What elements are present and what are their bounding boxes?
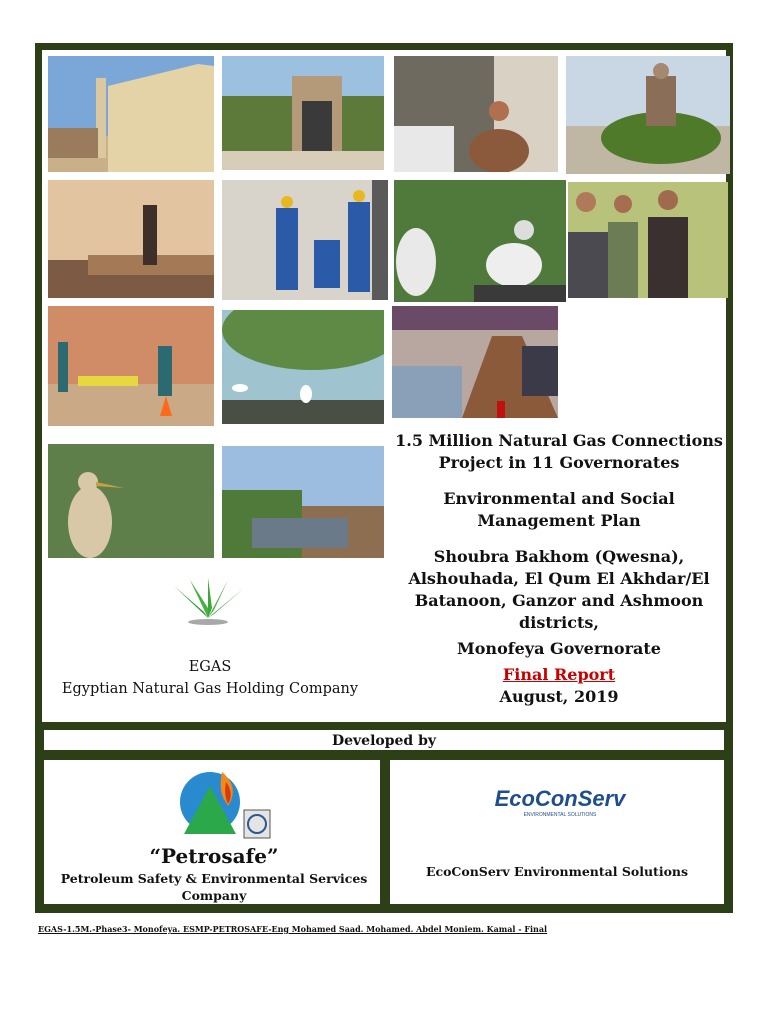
- photo-egrets-water: [222, 310, 384, 424]
- photo-kitchen-man: [394, 56, 558, 172]
- egas-short: EGAS: [188, 659, 232, 675]
- photo-mosque: [48, 56, 214, 172]
- petrosafe-logo: [174, 764, 274, 844]
- footer-reference: EGAS-1.5M.-Phase3- Monofeya. ESMP-PETROSAFE-Eng Mohamed Saad. Mohamed. Abdel Moniem. Kamal - Final: [38, 924, 548, 934]
- ecoconserv-logo: [485, 782, 635, 822]
- title-project: 1.5 Million Natural Gas Connections Project in 11 Governorates: [395, 431, 723, 472]
- egas-full: Egyptian Natural Gas Holding Company: [61, 681, 359, 697]
- photo-statue: [48, 180, 214, 298]
- egas-company: [50, 656, 370, 700]
- title-districts: Shoubra Bakhom (Qwesna), Alshouhada, El Qum El Akhdar/El Batanoon, Ganzor and Ashmoon districts,: [408, 547, 710, 632]
- petrosafe-panel: [42, 758, 382, 906]
- title-governorate: Monofeya Governorate: [457, 639, 661, 658]
- report-date: August, 2019: [499, 687, 619, 706]
- photo-excavation: [48, 306, 214, 426]
- ecoconserv-logo-sub: ENVIRONMENTAL SOLUTIONS: [523, 812, 597, 818]
- photo-meeting: [392, 306, 558, 418]
- photo-heron: [48, 444, 214, 558]
- photo-field-team: [222, 446, 384, 558]
- ecoconserv-logo-text: EcoConServ: [494, 786, 626, 811]
- ecoconserv-name: EcoConServ Environmental Solutions: [425, 864, 689, 879]
- petrosafe-name: “Petrosafe”: [149, 844, 279, 868]
- report-title: [394, 430, 724, 708]
- ecoconserv-panel: [388, 758, 726, 906]
- egas-logo: [170, 578, 246, 626]
- developed-by-bar: Developed by: [42, 728, 726, 752]
- photo-gate: [222, 56, 384, 170]
- report-status: Final Report: [502, 665, 616, 684]
- photo-man-on-cart: [566, 56, 730, 174]
- photo-pigeons: [394, 180, 566, 302]
- petrosafe-description: Petroleum Safety & Environmental Services Company: [60, 871, 368, 903]
- title-plan: Environmental and Social Management Plan: [443, 489, 675, 530]
- cover-frame: [35, 43, 733, 913]
- main-panel: [42, 50, 726, 722]
- photo-workers-blue: [222, 180, 388, 300]
- photo-three-men: [568, 182, 728, 298]
